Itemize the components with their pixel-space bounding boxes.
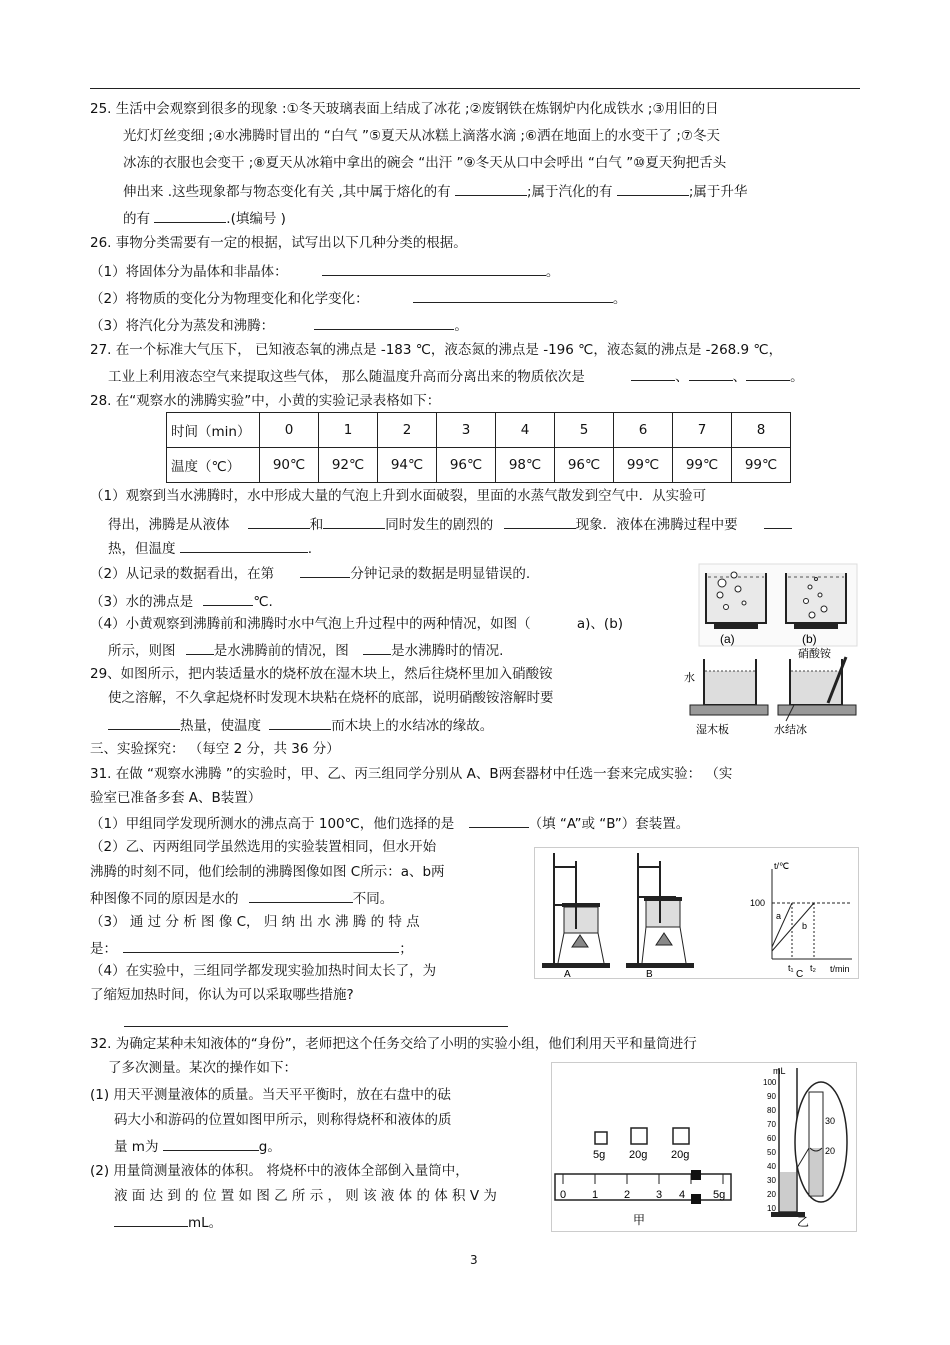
- q28-record-table: [166, 412, 791, 483]
- cyl-unit: mL: [773, 1066, 786, 1076]
- q27-end: 。: [790, 369, 804, 385]
- q27-text: 工业上利用液态空气来提取这些气体， 那么随温度升高而分离出来的物质依次是: [108, 369, 585, 385]
- q28-bubble-figure: [698, 563, 858, 647]
- label-jia: 甲: [633, 1213, 646, 1227]
- q25-text-vaporization: ;属于汽化的有: [526, 184, 613, 200]
- label-yi: 乙: [797, 1215, 810, 1229]
- q28-blank-boiling-point[interactable]: [203, 591, 253, 606]
- cyl-tick: 20: [767, 1190, 776, 1199]
- q28-p1-line-3: [108, 538, 312, 558]
- temp-cell: 92℃: [319, 448, 378, 483]
- time-cell: 1: [319, 413, 378, 448]
- graph-line-a: a: [776, 911, 782, 921]
- q28-p4-text-b: a)、(b): [576, 616, 624, 632]
- q32-figure: [551, 1062, 857, 1232]
- q25-line-3: 冰冻的衣服也会变干 ;⑧夏天从冰箱中拿出的碗会 “出汗 ”⑨冬天从口中会呼出 “白气 ”⑩夏天狗把舌头: [123, 155, 727, 171]
- q31-p1-text-a: （1）甲组同学发现所测水的沸点高于 100℃，他们选择的是: [90, 816, 455, 832]
- q31-part-4-line-1: （4）在实验中，三组同学都发现实验加热时间太长了，为: [90, 963, 437, 979]
- q31-line-1: 31. 在做 “观察水沸腾 ”的实验时，甲、乙、丙三组同学分别从 A、B两套器材中任选一套来完成实验： （实: [90, 766, 733, 782]
- graph-t1: t₁: [788, 963, 794, 973]
- q31-blank-feature[interactable]: [123, 938, 399, 953]
- q28-p4-line-1: [90, 615, 623, 633]
- q26-p3-end: 。: [454, 318, 468, 334]
- q28-blank-minute[interactable]: [300, 563, 350, 578]
- temp-cell: 99℃: [673, 448, 732, 483]
- label-apparatus-a: A: [564, 969, 571, 979]
- time-cell: 4: [496, 413, 555, 448]
- time-cell: 0: [260, 413, 319, 448]
- time-cell: 8: [732, 413, 791, 448]
- q28-p1-text-c: 同时发生的剧烈的: [385, 517, 494, 533]
- label-wet-board: 湿木板: [696, 724, 729, 736]
- ruler-tick-2: 2: [624, 1189, 631, 1201]
- q28-p2-text-a: （2）从记录的数据看出，在第: [90, 566, 275, 582]
- q27-sep-2: 、: [732, 369, 747, 385]
- q32-blank-volume[interactable]: [114, 1212, 188, 1227]
- cyl-tick: 10: [767, 1204, 776, 1213]
- cyl-tick: 30: [767, 1176, 776, 1185]
- q28-p2-text-b: 分钟记录的数据是明显错误的.: [350, 566, 531, 582]
- temp-cell: 98℃: [496, 448, 555, 483]
- q25-text-fill-number: .(填编号 ): [226, 211, 286, 227]
- graph-100-label: 100: [750, 898, 766, 908]
- q26-blank-1[interactable]: [322, 261, 546, 276]
- q28-p4-line-2: [108, 640, 503, 660]
- q28-p2: [90, 563, 530, 583]
- q26-part-2: [90, 288, 626, 308]
- q25-text-melting: 伸出来 .这些现象都与物态变化有关 ,其中属于熔化的有: [123, 184, 451, 200]
- ruler-tick-4: 4: [679, 1189, 686, 1201]
- q28-p3-text-b: ℃.: [253, 594, 273, 610]
- q29-figure: [682, 647, 858, 739]
- q28-p1-text-b: 和: [309, 517, 324, 533]
- q31-p3-text-b: ；: [399, 941, 413, 957]
- q31-part-1: [90, 813, 689, 833]
- q31-part-2-line-3: [90, 888, 393, 908]
- q29-text-b: 而木块上的水结冰的缘故。: [331, 718, 494, 734]
- q28-p3: [90, 591, 273, 611]
- q31-part-4-line-2: 了缩短加热时间，你认为可以采取哪些措施?: [90, 987, 354, 1003]
- q31-part-3-line-1: （3） 通 过 分 析 图 像 C， 归 纳 出 水 沸 腾 的 特 点: [90, 914, 420, 930]
- section-3-heading: 三、实验探究： （每空 2 分，共 36 分）: [90, 741, 340, 757]
- weight-5g: 5g: [593, 1149, 606, 1161]
- cyl-tick: 70: [767, 1120, 776, 1129]
- q31-p1-text-b: （填 “A”或 “B”）套装置。: [528, 816, 690, 832]
- beaker-water: [690, 659, 768, 715]
- q29-text-a: 热量，使温度: [180, 718, 261, 734]
- weight-20g-1: 20g: [629, 1149, 648, 1161]
- q25-line-1: 25. 生活中会观察到很多的现象 :①冬天玻璃表面上结成了冰花 ;②废钢铁在炼钢炉内化成铁水 ;③用旧的日: [90, 101, 719, 117]
- q28-blank-phenomenon[interactable]: [504, 514, 576, 529]
- cyl-tick: 60: [767, 1134, 776, 1143]
- q28-blank-before[interactable]: [186, 640, 214, 655]
- q31-part-2-line-1: （2）乙、丙两组同学虽然选用的实验装置相同，但水开始: [90, 839, 437, 855]
- q25-blank-melting[interactable]: [455, 181, 527, 196]
- q26-p2-text: （2）将物质的变化分为物理变化和化学变化：: [90, 291, 369, 307]
- q32-part-2-line-1: (2) 用量筒测量液体的体积。 将烧杯中的液体全部倒入量筒中，: [90, 1163, 469, 1179]
- temp-cell: 96℃: [437, 448, 496, 483]
- q29-line-2: 使之溶解，不久拿起烧杯时发现木块粘在烧杯的底部，说明硝酸铵溶解时要: [108, 690, 554, 706]
- q31-p2-text-a: 种图像不同的原因是水的: [90, 891, 239, 907]
- q31-blank-apparatus[interactable]: [469, 813, 529, 828]
- q25-blank-sublimation[interactable]: [154, 208, 226, 223]
- q29-line-1: 29、如图所示，把内装适量水的烧杯放在湿木块上，然后往烧杯里加入硝酸铵: [90, 666, 553, 682]
- q32-part-2-line-3: [114, 1212, 222, 1232]
- ruler-tick-0: 0: [560, 1189, 567, 1201]
- q27-blank-2[interactable]: [689, 366, 733, 381]
- q31-part-3-line-2: [90, 938, 413, 958]
- weight-20g-2: 20g: [671, 1149, 690, 1161]
- q28-p1-line-1: （1）观察到当水沸腾时，水中形成大量的气泡上升到水面破裂，里面的水蒸气散发到空气中．从实验可: [90, 488, 707, 504]
- q28-blank-liquid-2[interactable]: [323, 514, 385, 529]
- q29-blank-heat[interactable]: [108, 715, 180, 730]
- q28-blank-liquid-1[interactable]: [248, 514, 310, 529]
- q26-blank-3[interactable]: [314, 315, 454, 330]
- label-water: 水: [684, 672, 695, 684]
- q31-figure: [534, 847, 859, 979]
- q32-part-1-line-1: (1) 用天平测量液体的质量。当天平平衡时，放在右盘中的砝: [90, 1087, 451, 1103]
- temp-cell: 99℃: [614, 448, 673, 483]
- q31-part-2-line-2: 沸腾的时刻不同，他们绘制的沸腾图像如图 C所示：a、b两: [90, 864, 445, 880]
- q32-line-1: 32. 为确定某种未知液体的“身份”，老师把这个任务交给了小明的实验小组，他们利用天平和量筒进行: [90, 1036, 697, 1052]
- q29-blank-temperature[interactable]: [269, 715, 331, 730]
- q26-p1-text: （1）将固体分为晶体和非晶体：: [90, 264, 288, 280]
- table-row-temp: [167, 448, 791, 483]
- q28-p4-text-a: （4）小黄观察到沸腾前和沸腾时水中气泡上升过程中的两种情况，如图（: [90, 616, 531, 632]
- q31-p2-text-b: 不同。: [352, 891, 394, 907]
- rider-scale: [555, 1170, 731, 1204]
- page-number: 3: [470, 1253, 478, 1267]
- q28-p4-text-d: 是水沸腾前的情况，图: [213, 643, 349, 659]
- temp-cell: 99℃: [732, 448, 791, 483]
- q31-line-2: 验室已准备多套 A、B装置）: [90, 790, 262, 806]
- q28-p4-text-c: 所示，则图: [108, 643, 176, 659]
- cyl-tick: 100: [763, 1078, 777, 1087]
- q31-blank-reason[interactable]: [249, 888, 353, 903]
- q31-answer-line: [124, 1012, 508, 1032]
- graph-y-label: t/℃: [774, 861, 790, 871]
- q25-text-sublimation: ;属于升华: [688, 184, 748, 200]
- cyl-tick: 90: [767, 1092, 776, 1101]
- time-cell: 6: [614, 413, 673, 448]
- fig-label-a: (a): [720, 632, 735, 646]
- q26-p2-end: 。: [612, 291, 627, 307]
- time-cell: 2: [378, 413, 437, 448]
- time-cell: 7: [673, 413, 732, 448]
- q26-title: 26. 事物分类需要有一定的根据，试写出以下几种分类的根据。: [90, 235, 467, 251]
- ruler-tick-5g: 5g: [713, 1189, 726, 1201]
- fig-label-b: (b): [802, 632, 817, 646]
- q27-blank-1[interactable]: [631, 366, 675, 381]
- q28-p1-line-2: [108, 514, 792, 534]
- q25-line-2: 光灯灯丝变细 ;④水沸腾时冒出的 “白气 ”⑤夏天从冰糕上滴落水滴 ;⑥洒在地面上的水变干了 ;⑦冬天: [123, 128, 720, 144]
- q28-p3-text-a: （3）水的沸点是: [90, 594, 194, 610]
- q32-part-1-line-2: 码大小和游码的位置如图甲所示，则称得烧杯和液体的质: [114, 1112, 452, 1128]
- q28-title: 28. 在“观察水的沸腾实验”中，小黄的实验记录表格如下：: [90, 393, 441, 409]
- temp-header: 温度（℃）: [167, 448, 260, 483]
- cyl-tick: 40: [767, 1162, 776, 1171]
- rider-block[interactable]: [691, 1170, 701, 1180]
- table-row-time: [167, 413, 791, 448]
- q31-p3-text-a: 是：: [90, 941, 117, 957]
- zoom-tick-20: 20: [825, 1146, 836, 1156]
- q27-blank-3[interactable]: [746, 366, 790, 381]
- temp-cell: 96℃: [555, 448, 614, 483]
- temp-cell: 90℃: [260, 448, 319, 483]
- q25-text-de: 的有: [123, 211, 150, 227]
- q32-p1-text-b: g。: [258, 1139, 281, 1155]
- q32-p1-text-a: 量 m为: [114, 1139, 159, 1155]
- beaker-a: [706, 572, 766, 629]
- time-cell: 5: [555, 413, 614, 448]
- q26-blank-2[interactable]: [413, 288, 613, 303]
- q26-part-1: [90, 261, 559, 281]
- beaker-b: [786, 573, 846, 629]
- graph-t2: t₂: [810, 963, 816, 973]
- header-rule: [90, 88, 860, 89]
- q25-blank-vaporization[interactable]: [617, 181, 689, 196]
- cyl-tick: 80: [767, 1106, 776, 1115]
- q29-line-3: [108, 715, 493, 735]
- zoom-tick-30: 30: [825, 1116, 836, 1126]
- q28-p1-text-e: 热，但温度: [108, 541, 176, 557]
- q28-p1-text-d: 现象．液体在沸腾过程中要: [575, 517, 738, 533]
- q25-line-5: [123, 208, 286, 228]
- cyl-tick: 50: [767, 1148, 776, 1157]
- q27-line-2: [108, 366, 804, 386]
- ruler-tick-1: 1: [592, 1189, 599, 1201]
- q26-p1-end: 。: [545, 264, 560, 280]
- q28-p4-text-e: 是水沸腾时的情况.: [391, 643, 504, 659]
- zoom-view: [795, 1082, 847, 1202]
- graph-line-b: b: [802, 921, 808, 931]
- q27-sep-1: 、: [675, 369, 689, 385]
- q28-blank-temperature[interactable]: [180, 538, 308, 553]
- q28-blank-heat[interactable]: [764, 514, 792, 529]
- q32-line-2: 了多次测量。某次的操作如下：: [108, 1060, 297, 1076]
- q25-line-4: [123, 181, 747, 201]
- q32-part-2-line-2: 液 面 达 到 的 位 置 如 图 乙 所 示 ， 则 该 液 体 的 体 积 V 为: [114, 1188, 497, 1204]
- temp-cell: 94℃: [378, 448, 437, 483]
- ruler-tick-3: 3: [656, 1189, 663, 1201]
- q28-p1-text-a: 得出，沸腾是从液体: [108, 517, 230, 533]
- time-cell: 3: [437, 413, 496, 448]
- q28-p1-end: .: [307, 541, 313, 557]
- q27-line-1: 27. 在一个标准大气压下， 已知液态氧的沸点是 -183 ℃，液态氮的沸点是 -196 ℃，液态氦的沸点是 -268.9 ℃，: [90, 342, 783, 358]
- q32-blank-mass[interactable]: [163, 1136, 259, 1151]
- label-water-freezes: 水结冰: [774, 724, 807, 736]
- label-ammonium-nitrate: 硝酸铵: [798, 648, 831, 660]
- label-graph-c: C: [796, 969, 804, 979]
- q32-p2-text: mL。: [188, 1215, 223, 1231]
- q32-part-1-line-3: [114, 1136, 281, 1156]
- beaker-salt: [778, 657, 856, 721]
- graph-x-label: t/min: [830, 964, 850, 974]
- q28-blank-during[interactable]: [363, 640, 391, 655]
- label-apparatus-b: B: [646, 969, 653, 979]
- time-header: 时间（min）: [167, 413, 260, 448]
- q31-blank-measures[interactable]: [124, 1012, 508, 1027]
- q26-p3-text: （3）将汽化分为蒸发和沸腾：: [90, 318, 275, 334]
- q26-part-3: [90, 315, 468, 335]
